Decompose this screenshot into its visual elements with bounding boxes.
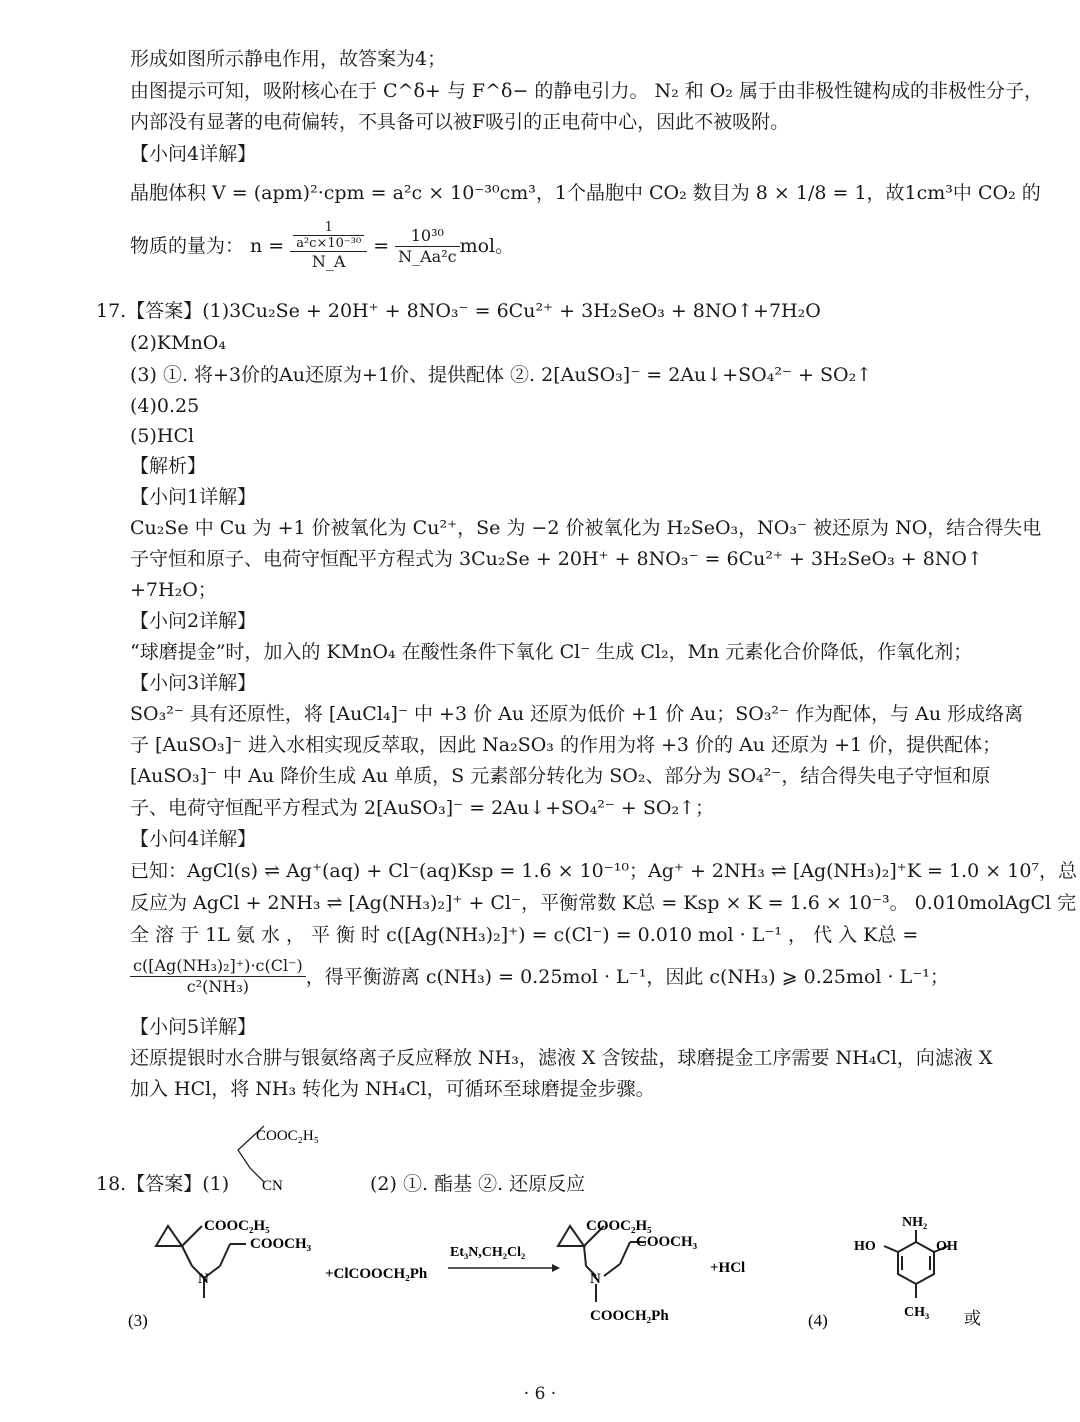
structure-1-bottom: CN — [262, 1178, 283, 1194]
oh-label: OH — [936, 1239, 958, 1254]
n-frac1-numerator — [290, 220, 367, 252]
conditions: Et₃N,CH₂Cl₂ — [450, 1245, 526, 1260]
ch3-label: CH₃ — [904, 1305, 930, 1320]
answer-17-5: (5)HCl — [130, 425, 195, 447]
answer-18-2: (2) ①. 酯基 ②. 还原反应 — [370, 1173, 586, 1195]
answer-17-4: (4)0.25 — [130, 395, 200, 417]
q3-heading: 【小问3详解】 — [130, 672, 257, 694]
k-fraction — [130, 956, 306, 997]
page-number: · 6 · — [523, 1384, 557, 1404]
q3-line-4: 子、电荷守恒配平方程式为 2[AuSO₃]⁻ = 2Au↓+SO₄²⁻ + SO₂↑； — [130, 797, 715, 819]
n-fraction-1 — [290, 220, 367, 272]
answer-17: 17.【答案】(1)3Cu₂Se + 20H⁺ + 8NO₃⁻ = 6Cu²⁺ + 3H₂SeO₃ + 8NO↑+7H₂O — [96, 300, 821, 322]
label-4: (4) — [808, 1311, 828, 1330]
n-frac2-denominator: N_Aa²c — [398, 246, 457, 266]
n-frac2-numerator: 10³⁰ — [395, 226, 459, 247]
q1-heading: 【小问1详解】 — [130, 486, 257, 508]
section-heading: 【小问4详解】 — [130, 143, 257, 165]
n-unit: mol。 — [459, 235, 515, 257]
formula-label: 物质的量为： — [130, 235, 245, 257]
ho-label: HO — [854, 1239, 876, 1254]
k-numerator: c([Ag(NH₃)₂]⁺)·c(Cl⁻) — [130, 956, 306, 977]
byproduct: +HCl — [710, 1260, 746, 1276]
arrow-head — [552, 1264, 560, 1272]
product-ester-2: COOCH₃ — [636, 1234, 698, 1250]
inner-den: a²c×10⁻³⁰ — [296, 236, 362, 251]
inner-num: 1 — [293, 220, 364, 236]
reactant-n: N — [198, 1271, 209, 1287]
q5-heading: 【小问5详解】 — [130, 1016, 257, 1038]
q3-line-3: [AuSO₃]⁻ 中 Au 降价生成 Au 单质，S 元素部分转化为 SO₂、部分为 SO₄²⁻，结合得失电子守恒和原 — [130, 765, 991, 787]
k-denominator: c²(NH₃) — [186, 977, 249, 996]
structure-1-top: COOC₂H₅ — [256, 1128, 319, 1144]
q3-line-1: SO₃²⁻ 具有还原性，将 [AuCl₄]⁻ 中 +3 价 Au 还原为低价 +1 价 Au；SO₃²⁻ 作为配体，与 Au 形成络离 — [130, 703, 1024, 725]
q4-heading: 【小问4详解】 — [130, 828, 257, 850]
n-fraction-2 — [395, 226, 459, 267]
product-n: N — [590, 1271, 601, 1287]
q2-heading: 【小问2详解】 — [130, 610, 257, 632]
q1-line-2: 子守恒和原子、电荷守恒配平方程式为 3Cu₂Se + 20H⁺ + 8NO₃⁻ = 6Cu²⁺ + 3H₂SeO₃ + 8NO↑ — [130, 548, 983, 570]
answer-18-label: 18.【答案】(1) — [96, 1173, 230, 1195]
analysis-heading: 【解析】 — [130, 455, 207, 477]
reactant — [156, 1226, 246, 1298]
product-n-substituent: COOCH₂Ph — [590, 1308, 669, 1324]
reactant-ester-2: COOCH₃ — [250, 1236, 312, 1252]
line-2: 由图提示可知，吸附核心在于 C^δ+ 与 F^δ− 的静电引力。 N₂ 和 O₂ 属于由非极性键构成的非极性分子， — [130, 80, 1044, 102]
q4-line-3: 全 溶 于 1L 氨 水 ， 平 衡 时 c([Ag(NH₃)₂]⁺) = c(Cl⁻) = 0.010 mol · L⁻¹ ， 代 入 K总 = — [130, 924, 919, 946]
k-tail: ，得平衡游离 c(NH₃) = 0.25mol · L⁻¹，因此 c(NH₃) ⩾ 0.25mol · L⁻¹； — [305, 965, 949, 988]
line-3: 内部没有显著的电荷偏转，不具备可以被F吸引的正电荷中心，因此不被吸附。 — [130, 111, 790, 133]
product — [558, 1226, 646, 1302]
k-formula — [130, 956, 949, 997]
or-label: 或 — [964, 1309, 981, 1328]
n-formula — [130, 220, 514, 272]
product-ester-1: COOC₂H₅ — [586, 1218, 652, 1234]
line-1: 形成如图所示静电作用，故答案为4； — [130, 48, 447, 70]
line-5: 晶胞体积 V = (apm)²·cpm = a²c × 10⁻³⁰cm³，1个晶胞中 CO₂ 数目为 8 × 1/8 = 1，故1cm³中 CO₂ 的 — [130, 182, 1041, 204]
structure-1 — [226, 1120, 346, 1200]
reaction-scheme — [120, 1206, 1060, 1336]
q5-line-1: 还原提银时水合肼与银氨络离子反应释放 NH₃，滤液 X 含铵盐，球磨提金工序需要 NH₄Cl，向滤液 X — [130, 1047, 993, 1069]
q3-line-2: 子 [AuSO₃]⁻ 进入水相实现反萃取，因此 Na₂SO₃ 的作用为将 +3 价的 Au 还原为 +1 价，提供配体； — [130, 734, 1002, 756]
equals-sign: = — [373, 235, 390, 257]
q5-line-2: 加入 HCl，将 NH₃ 转化为 NH₄Cl，可循环至球磨提金步骤。 — [130, 1078, 655, 1100]
answer-17-2: (2)KMnO₄ — [130, 332, 226, 354]
reagent: +ClCOOCH₂Ph — [325, 1266, 428, 1282]
n-prefix: n = — [250, 235, 285, 257]
q4-line-2: 反应为 AgCl + 2NH₃ ⇌ [Ag(NH₃)₂]⁺ + Cl⁻，平衡常数 K总 = Ksp × K = 1.6 × 10⁻³。 0.010molAgCl 完 — [130, 892, 1077, 914]
nh2-label: NH₂ — [902, 1215, 928, 1230]
q1-line-1: Cu₂Se 中 Cu 为 +1 价被氧化为 Cu²⁺，Se 为 −2 价被氧化为 H₂SeO₃，NO₃⁻ 被还原为 NO，结合得失电 — [130, 517, 1042, 539]
q4-line-1: 已知：AgCl(s) ⇌ Ag⁺(aq) + Cl⁻(aq)Ksp = 1.6 × 10⁻¹⁰；Ag⁺ + 2NH₃ ⇌ [Ag(NH₃)₂]⁺K = 1.0 × 10⁷，总 — [130, 860, 1078, 882]
answer-17-3: (3) ①. 将+3价的Au还原为+1价、提供配体 ②. 2[AuSO₃]⁻ = 2Au↓+SO₄²⁻ + SO₂↑ — [130, 364, 873, 386]
reactant-ester-1: COOC₂H₅ — [204, 1218, 270, 1234]
q1-line-3: +7H₂O； — [130, 579, 217, 601]
q2-line-1: “球磨提金”时，加入的 KMnO₄ 在酸性条件下氧化 Cl⁻ 生成 Cl₂，Mn 元素化合价降低，作氧化剂； — [130, 641, 973, 663]
n-frac1-denominator: N_A — [311, 252, 346, 271]
label-3: (3) — [128, 1311, 148, 1330]
